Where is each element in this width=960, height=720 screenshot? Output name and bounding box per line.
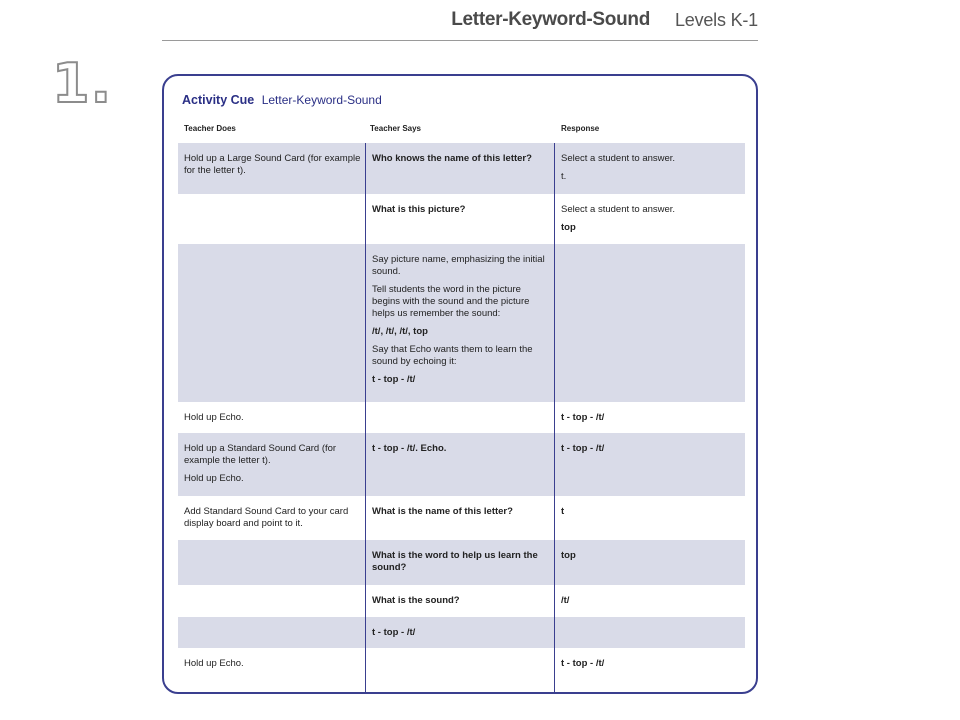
teacher-does-text: Hold up Echo.: [184, 412, 244, 423]
card-title-sub: Letter-Keyword-Sound: [261, 93, 382, 107]
table-row: [178, 244, 745, 402]
teacher-does-cell: [178, 244, 365, 402]
teacher-does-cell: [178, 402, 365, 433]
teacher-says-text: t - top - /t/. Echo.: [372, 443, 447, 454]
page-header: [162, 0, 758, 41]
response-cell: [555, 648, 745, 693]
table-row: [178, 402, 745, 433]
table-row: [178, 617, 745, 648]
teacher-does-cell: [178, 585, 365, 617]
response-cell: [555, 617, 745, 648]
teacher-does-cell: [178, 617, 365, 648]
response-text: t.: [561, 171, 567, 182]
card-title-bold: Activity Cue: [182, 93, 255, 107]
teacher-says-cell: [365, 194, 555, 244]
teacher-says-text: What is the sound?: [372, 595, 460, 606]
teacher-does-cell: [178, 433, 365, 496]
teacher-does-cell: [178, 648, 365, 693]
teacher-says-text: Who knows the name of this letter?: [372, 153, 532, 164]
teacher-says-text: Tell students the word in the picture begins with the sound and the picture helps us remember the sound:: [372, 284, 530, 319]
teacher-says-cell: [365, 585, 555, 617]
card-title: [182, 91, 382, 109]
table-row: [178, 194, 745, 244]
teacher-says-cell: [365, 433, 555, 496]
teacher-says-text: t - top - /t/: [372, 374, 416, 385]
response-cell: [555, 194, 745, 244]
teacher-says-cell: [365, 540, 555, 585]
response-text: Select a student to answer.: [561, 204, 676, 215]
response-text: t - top - /t/: [561, 412, 605, 423]
response-cell: [555, 496, 745, 540]
response-text: Select a student to answer.: [561, 153, 676, 164]
activity-cue-card: [162, 74, 758, 694]
column-header-teacher-does: Teacher Does: [184, 124, 236, 133]
teacher-says-text: What is the word to help us learn the sound?: [372, 550, 538, 573]
response-cell: [555, 433, 745, 496]
table-row: [178, 496, 745, 540]
page-title: Letter-Keyword-Sound: [451, 9, 650, 30]
response-text: t - top - /t/: [561, 658, 605, 669]
slide-number: 1.: [52, 52, 113, 115]
response-text: t: [561, 506, 565, 517]
response-cell: [555, 402, 745, 433]
teacher-says-text: What is this picture?: [372, 204, 466, 215]
teacher-says-cell: [365, 402, 555, 433]
table-row: [178, 433, 745, 496]
column-header-teacher-says: Teacher Says: [370, 124, 421, 133]
teacher-says-text: Say that Echo wants them to learn the sound by echoing it:: [372, 344, 533, 367]
teacher-does-text: Hold up a Standard Sound Card (for example the letter t).: [184, 443, 337, 466]
activity-table: [178, 143, 745, 693]
table-row: [178, 143, 745, 194]
teacher-says-text: t - top - /t/: [372, 627, 416, 638]
column-header-response: Response: [561, 124, 600, 133]
table-row: [178, 585, 745, 617]
teacher-does-text: Hold up Echo.: [184, 473, 244, 484]
teacher-does-cell: [178, 143, 365, 194]
teacher-does-cell: [178, 540, 365, 585]
response-cell: [555, 585, 745, 617]
teacher-does-cell: [178, 496, 365, 540]
teacher-does-text: Hold up Echo.: [184, 658, 244, 669]
teacher-says-cell: [365, 617, 555, 648]
response-text: top: [561, 550, 576, 561]
teacher-says-cell: [365, 143, 555, 194]
table-row: [178, 648, 745, 693]
teacher-says-cell: [365, 244, 555, 402]
teacher-says-text: What is the name of this letter?: [372, 506, 513, 517]
teacher-does-cell: [178, 194, 365, 244]
teacher-does-text: Hold up a Large Sound Card (for example for the letter t).: [184, 153, 361, 176]
table-row: [178, 540, 745, 585]
teacher-says-cell: [365, 648, 555, 693]
response-cell: [555, 244, 745, 402]
response-text: /t/: [561, 595, 570, 606]
teacher-says-text: /t/, /t/, /t/, top: [372, 326, 428, 337]
response-cell: [555, 540, 745, 585]
response-text: t - top - /t/: [561, 443, 605, 454]
teacher-says-text: Say picture name, emphasizing the initial sound.: [372, 254, 545, 277]
response-text: top: [561, 222, 576, 233]
level-label: Levels K-1: [674, 10, 758, 30]
response-cell: [555, 143, 745, 194]
teacher-says-cell: [365, 496, 555, 540]
teacher-does-text: Add Standard Sound Card to your card display board and point to it.: [184, 506, 349, 529]
